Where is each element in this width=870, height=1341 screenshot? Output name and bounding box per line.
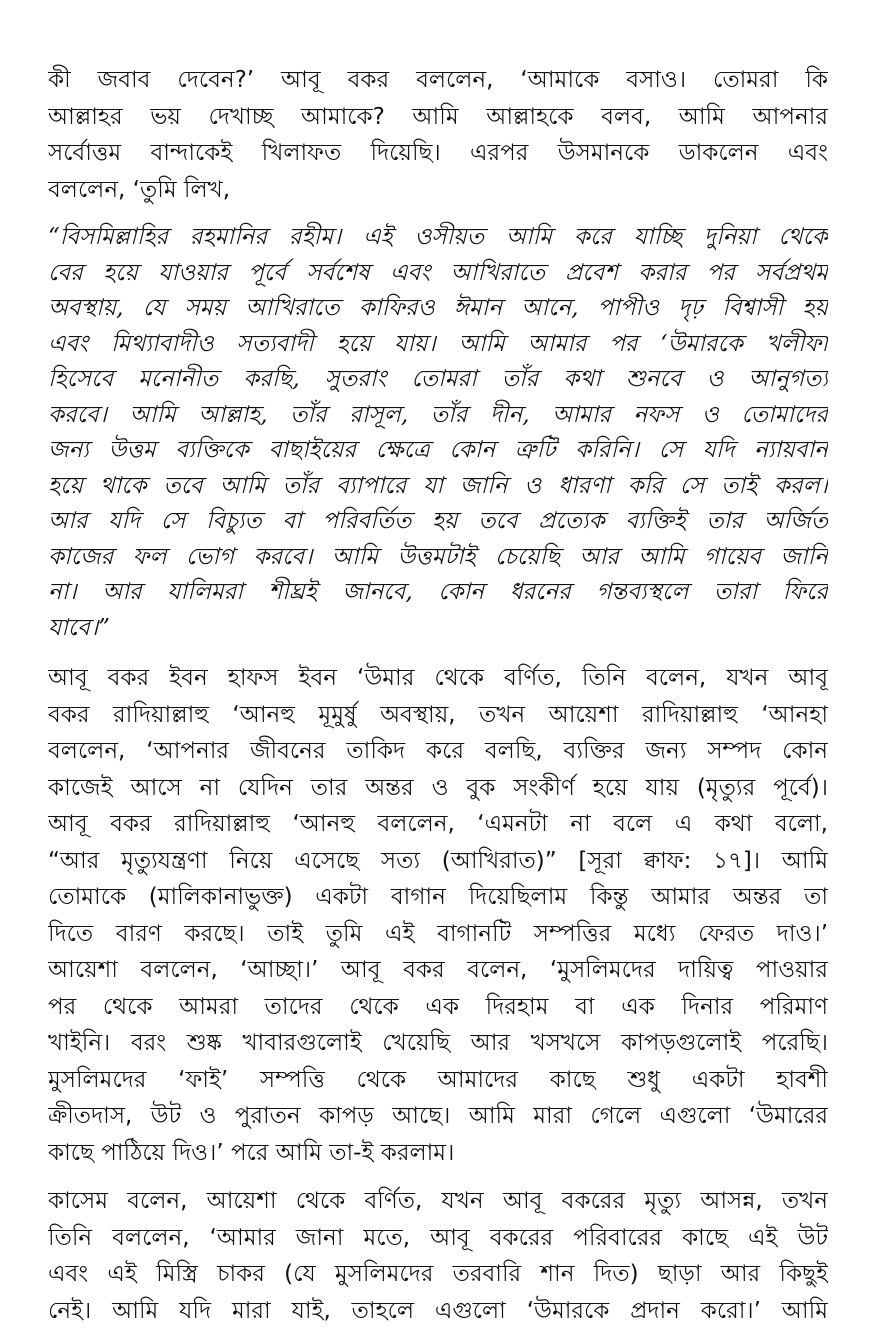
- text-line: পর থেকে আমরা তাদের থেকে এক দিরহাম বা এক দিনার পরিমাণ: [48, 993, 828, 1020]
- text-line: আবূ বকর রাদিয়াল্লাহু ‘আনহু বললেন, ‘এমনটা না বলে এ কথা বলো,: [48, 811, 828, 837]
- text-line: কাসেম বলেন, আয়েশা থেকে বর্ণিত, যখন আবূ বকরের মৃত্যু আসন্ন, তখন: [48, 1188, 828, 1214]
- quote-line: জন্য উত্তম ব্যক্তিকে বাছাইয়ের ক্ষেত্রে কোন ত্রুটি করিনি। সে যদি ন্যায়বান: [48, 437, 828, 463]
- paragraph-will-quote: [48, 220, 828, 646]
- quote-line: অবস্থায়, যে সময় আখিরাতে কাফিরও ঈমান আনে, পাপীও দৃঢ় বিশ্বাসী হয়: [48, 295, 828, 321]
- text-line: বললেন, ‘আপনার জীবনের তাকিদ করে বলছি, ব্যক্তির জন্য সম্পদ কোন: [48, 738, 828, 764]
- text-line: কাছে পাঠিয়ে দিও।’ পরে আমি তা-ই করলাম।: [48, 1139, 455, 1166]
- quote-line: এবং মিথ্যাবাদীও সত্যবাদী হয়ে যায়। আমি আমার পর ‘উমারকে খলীফা: [48, 330, 828, 357]
- quote-line: করবে। আমি আল্লাহ, তাঁর রাসূল, তাঁর দীন, আমার নফস ও তোমাদের: [48, 401, 828, 428]
- text-line: ক্রীতদাস, উট ও পুরাতন কাপড় আছে। আমি মারা গেলে এগুলো ‘উমারের: [48, 1103, 828, 1129]
- text-line: বকর রাদিয়াল্লাহু ‘আনহু মূমুর্ষু অবস্থায়, তখন আয়েশা রাদিয়াল্লাহু ‘আনহা: [48, 701, 828, 728]
- paragraph-abu-bakr-hafs: [48, 660, 828, 1171]
- text-line: সর্বোত্তম বান্দাকেই খিলাফত দিয়েছি। এরপর উসমানকে ডাকলেন এবং: [48, 140, 828, 166]
- text-line: কাজেই আসে না যেদিন তার অন্তর ও বুক সংকীর্ণ হয়ে যায় (মৃত্যুর পূর্বে)।: [48, 774, 828, 801]
- text-line: আবূ বকর ইবন হাফস ইবন ‘উমার থেকে বর্ণিত, তিনি বলেন, যখন আবূ: [48, 665, 828, 691]
- text-line: বললেন, ‘তুমি লিখ,: [48, 176, 231, 203]
- text-line: দিতে বারণ করছে। তাই তুমি এই বাগানটি সম্পত্তির মধ্যে ফেরত দাও।’: [48, 920, 828, 947]
- quote-line: বের হয়ে যাওয়ার পূর্বে সর্বশেষ এবং আখিরাতে প্রবেশ করার পর সর্বপ্রথম: [48, 259, 828, 286]
- text-line: এবং এই মিস্ত্রি চাকর (যে মুসলিমদের তরবারি শান দিত) ছাড়া আর কিছুই: [48, 1261, 828, 1287]
- quote-line: হিসেবে মনোনীত করছি, সুতরাং তোমরা তাঁর কথা শুনবে ও আনুগত্য: [48, 366, 828, 392]
- text-line: নেই। আমি যদি মারা যাই, তাহলে এগুলো ‘উমারকে প্রদান করো।’ আমি: [48, 1297, 828, 1324]
- quote-line: যাবে।”: [48, 614, 110, 641]
- text-line: তিনি বললেন, ‘আমার জানা মতে, আবূ বকরের পরিবারের কাছে এই উট: [48, 1224, 828, 1251]
- page-text-body: [48, 62, 828, 1341]
- text-line: মুসলিমদের ‘ফাই’ সম্পত্তি থেকে আমাদের কাছে শুধু একটা হাবশী: [48, 1066, 828, 1093]
- text-line: তোমাকে (মালিকানাভুক্ত) একটা বাগান দিয়েছিলাম কিন্তু আমার অন্তর তা: [48, 884, 828, 910]
- paragraph-kasem: [48, 1183, 828, 1329]
- quote-line: “বিসমিল্লাহির রহমানির রহীম। এই ওসীয়ত আমি করে যাচ্ছি দুনিয়া থেকে: [48, 224, 828, 250]
- quote-line: না। আর যালিমরা শীঘ্রই জানবে, কোন ধরনের গন্তব্যস্থলে তারা ফিরে: [48, 579, 828, 605]
- text-line: আয়েশা বললেন, ‘আচ্ছা।’ আবূ বকর বলেন, ‘মুসলিমদের দায়িত্ব পাওয়ার: [48, 957, 828, 983]
- paragraph-opening: [48, 62, 828, 208]
- text-line: আল্লাহর ভয় দেখাচ্ছ আমাকে? আমি আল্লাহকে বলব, আমি আপনার: [48, 103, 828, 130]
- text-line: “আর মৃত্যুযন্ত্রণা নিয়ে এসেছে সত্য (আখিরাত)” [সূরা ক্বাফ: ১৭]। আমি: [48, 847, 828, 874]
- quote-line: হয়ে থাকে তবে আমি তাঁর ব্যাপারে যা জানি ও ধারণা করি সে তাই করল।: [48, 472, 828, 499]
- text-line: খাইনি। বরং শুষ্ক খাবারগুলোই খেয়েছি আর খসখসে কাপড়গুলোই পরেছি।: [48, 1030, 828, 1056]
- quote-line: আর যদি সে বিচ্যুত বা পরিবর্তিত হয় তবে প্রত্যেক ব্যক্তিই তার অর্জিত: [48, 508, 828, 534]
- quote-line: কাজের ফল ভোগ করবে। আমি উত্তমটাই চেয়েছি আর আমি গায়েব জানি: [48, 543, 828, 570]
- text-line: কী জবাব দেবেন?’ আবূ বকর বললেন, ‘আমাকে বসাও। তোমরা কি: [48, 67, 828, 93]
